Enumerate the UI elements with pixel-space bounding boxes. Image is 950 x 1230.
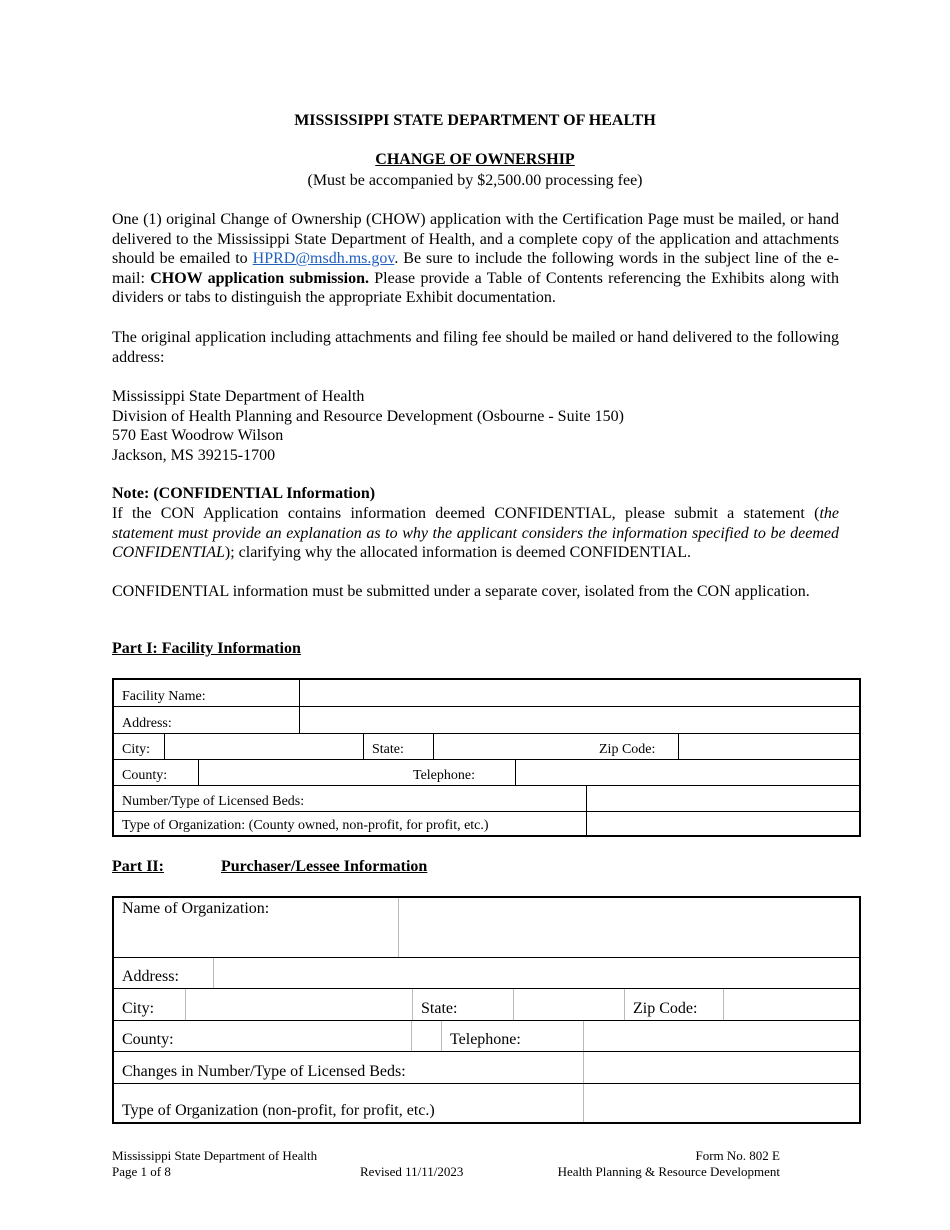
county-label: County:: [122, 768, 168, 783]
part2-heading-title: Purchaser/Lessee Information: [220, 858, 428, 875]
department-heading: MISSISSIPPI STATE DEPARTMENT OF HEALTH: [294, 112, 656, 129]
telephone-label: Telephone:: [413, 768, 475, 783]
organization-type-label: Type of Organization (non-profit, for profit, etc.): [122, 1102, 435, 1119]
table-row: [114, 989, 859, 1021]
table-row: [114, 786, 859, 812]
form-title: CHANGE OF OWNERSHIP: [375, 151, 575, 168]
part1-heading: Part I: Facility Information: [112, 640, 301, 657]
footer-division: Health Planning & Resource Development: [557, 1164, 780, 1179]
table-row: [114, 680, 859, 707]
table-row: [114, 812, 859, 835]
licensed-beds-label: Number/Type of Licensed Beds:: [122, 794, 305, 809]
table-row: [114, 734, 859, 760]
licensed-beds-field[interactable]: [586, 786, 859, 811]
table-row: [114, 1084, 859, 1122]
email-subject-phrase: CHOW application submission.: [150, 269, 369, 287]
zip-field[interactable]: [723, 989, 859, 1020]
organization-type-field[interactable]: [586, 812, 859, 835]
organization-name-label: Name of Organization:: [122, 900, 270, 917]
facility-info-table: [112, 678, 861, 837]
mailing-instruction: The original application including attachments and filing fee should be mailed or hand delivered to the following address:: [112, 329, 839, 366]
separate-cover-text: CONFIDENTIAL information must be submitted under a separate cover, isolated from the CON application.: [112, 583, 810, 600]
city-label: City:: [122, 742, 151, 757]
table-row: [114, 707, 859, 734]
county-label: County:: [122, 1031, 174, 1048]
address-field[interactable]: [299, 707, 859, 733]
revision-date: Revised 11/11/2023: [360, 1164, 464, 1179]
fee-note: (Must be accompanied by $2,500.00 processing fee): [307, 172, 643, 189]
city-label: City:: [122, 1000, 155, 1017]
telephone-label: Telephone:: [450, 1031, 521, 1048]
address-line: Jackson, MS 39215-1700: [112, 447, 276, 464]
address-label: Address:: [122, 716, 172, 731]
part2-heading-label: Part II:: [112, 858, 164, 875]
confidential-note-heading: Note: (CONFIDENTIAL Information): [112, 485, 376, 502]
state-field[interactable]: [513, 989, 624, 1020]
organization-name-field[interactable]: [398, 898, 859, 957]
organization-type-label: Type of Organization: (County owned, non-profit, for profit, etc.): [122, 818, 489, 833]
address-line: 570 East Woodrow Wilson: [112, 427, 284, 444]
county-field[interactable]: [198, 760, 405, 785]
address-line: Mississippi State Department of Health: [112, 388, 365, 405]
county-field[interactable]: [411, 1021, 441, 1051]
form-number: Form No. 802 E: [695, 1148, 780, 1163]
facility-name-field[interactable]: [299, 680, 859, 706]
zip-label: Zip Code:: [599, 742, 656, 757]
table-row: [114, 1021, 859, 1052]
table-row: [114, 898, 859, 958]
footer-right: [520, 1148, 780, 1180]
zip-field[interactable]: [678, 734, 859, 759]
organization-type-field[interactable]: [583, 1084, 859, 1122]
beds-changes-label: Changes in Number/Type of Licensed Beds:: [122, 1063, 406, 1080]
footer-left: [112, 1148, 317, 1180]
facility-name-label: Facility Name:: [122, 689, 206, 704]
state-label: State:: [421, 1000, 458, 1017]
address-field[interactable]: [213, 958, 859, 988]
city-field[interactable]: [185, 989, 412, 1020]
address-label: Address:: [122, 968, 179, 985]
footer-department: Mississippi State Department of Health: [112, 1148, 318, 1163]
state-label: State:: [372, 742, 404, 757]
intro-paragraph: One (1) original Change of Ownership (CHOW) application with the Certification Page must be mailed, or hand delivered to the Mississippi State Department of Health, and a complete copy of the application and attachments should be emailed to HPRD@msdh.ms.gov. Be sure to include the following words in the subject line of the e-mail: CHOW application submission. Please provide a Table of Contents referencing the Exhibits along with dividers or tabs to distinguish the appropriate Exhibit documentation.: [112, 211, 840, 307]
state-field[interactable]: [433, 734, 591, 759]
table-row: [114, 958, 859, 989]
zip-label: Zip Code:: [633, 1000, 698, 1017]
telephone-field[interactable]: [515, 760, 859, 785]
email-link[interactable]: HPRD@msdh.ms.gov: [252, 250, 395, 268]
table-row: [114, 760, 859, 786]
telephone-field[interactable]: [583, 1021, 859, 1051]
purchaser-info-table: [112, 896, 861, 1124]
table-row: [114, 1052, 859, 1084]
city-field[interactable]: [164, 734, 363, 759]
beds-changes-field[interactable]: [583, 1052, 859, 1083]
confidential-note-text: If the CON Application contains information deemed CONFIDENTIAL, please submit a statement (the statement must provide an explanation as to why the applicant considers the information specified to be deemed CONFIDENTIAL); clarifying why the allocated information is deemed CONFIDENTIAL.: [112, 505, 839, 562]
page-number: Page 1 of 8: [112, 1164, 171, 1179]
address-line: Division of Health Planning and Resource Development (Osbourne - Suite 150): [112, 408, 624, 425]
